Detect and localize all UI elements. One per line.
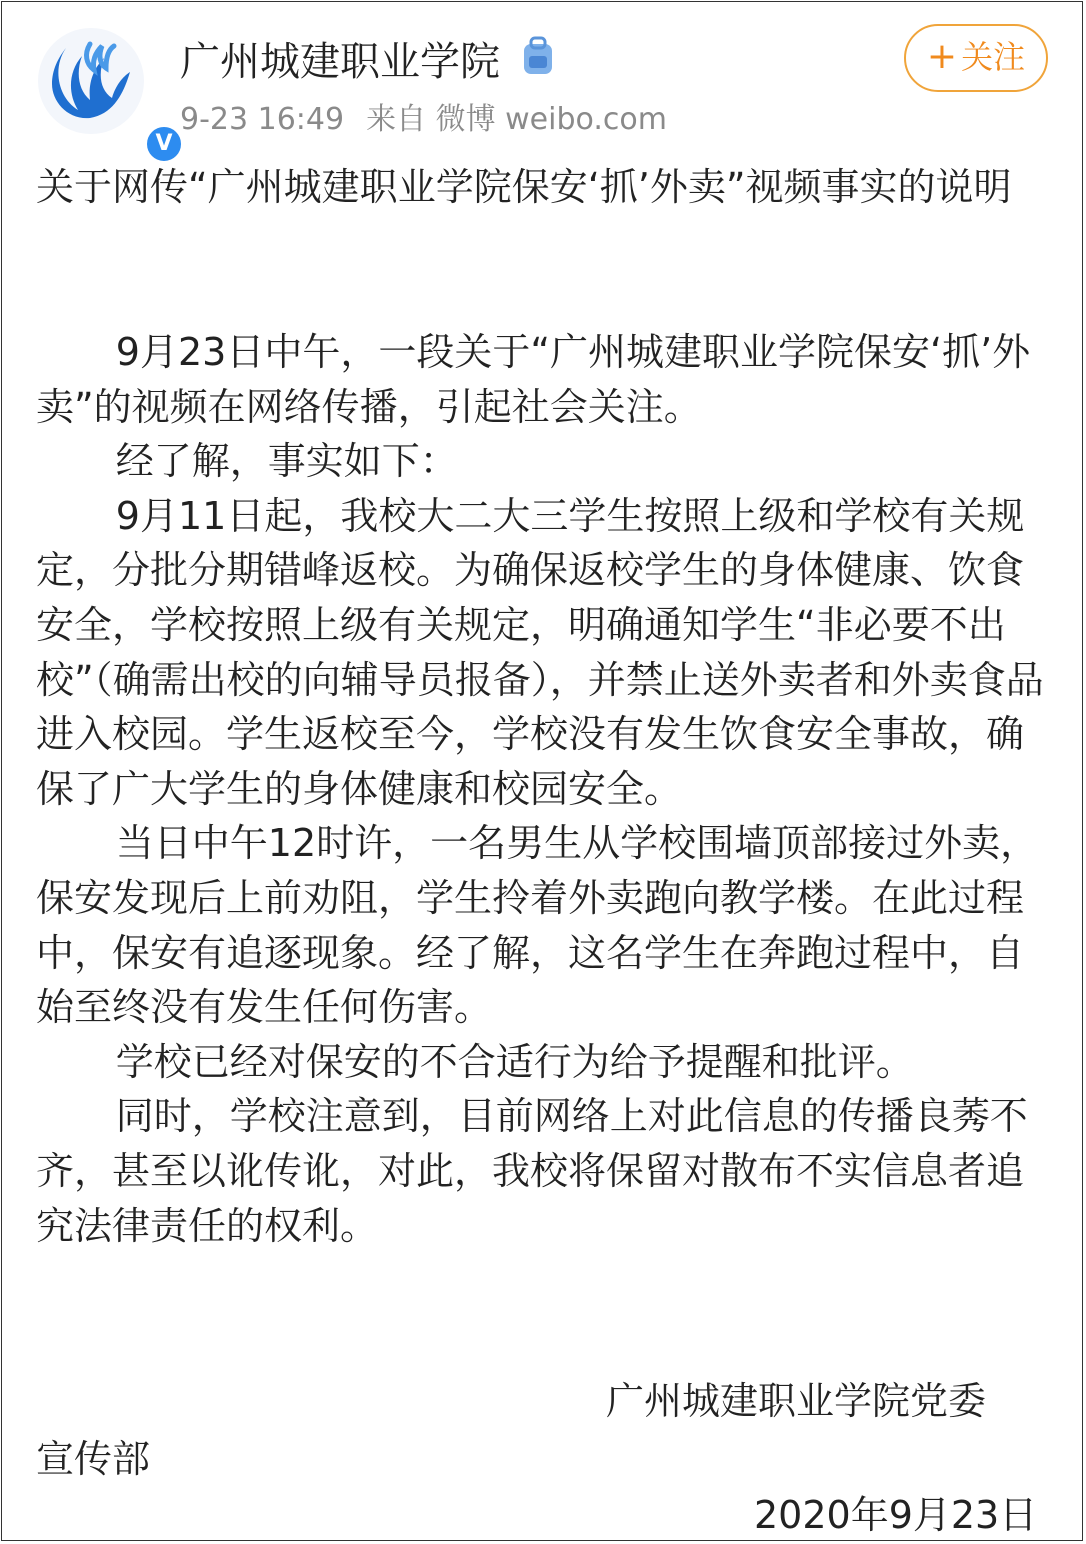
article-date: 2020年9月23日	[754, 1493, 1038, 1537]
avatar-logo	[38, 28, 144, 134]
follow-label: 关注	[961, 38, 1026, 76]
article-title: 关于网传“广州城建职业学院保安‘抓’外卖”视频事实的说明	[36, 165, 1012, 209]
post-source[interactable]: 来自 微博 weibo.com	[366, 102, 667, 137]
verified-icon: V	[144, 124, 184, 164]
follow-button[interactable]	[904, 24, 1048, 92]
article-paragraph: 当日中午12时许，一名男生从学校围墙顶部接过外卖，保安发现后上前劝阻，学生拎着外卖跑向教学楼。在此过程中，保安有追逐现象。经了解，这名学生在奔跑过程中，自始至终没有发生任何伤害。	[36, 821, 1039, 1030]
plus-icon: +	[926, 36, 958, 77]
account-avatar[interactable]	[38, 28, 173, 156]
account-name[interactable]: 广州城建职业学院	[180, 39, 500, 85]
article-body	[36, 325, 1048, 1253]
signature-line-2: 宣传部	[36, 1437, 151, 1481]
post-meta	[180, 94, 689, 138]
article-paragraph: 9月23日中午，一段关于“广州城建职业学院保安‘抓’外卖”的视频在网络传播，引起社会关注。	[36, 330, 1031, 429]
article-paragraph: 同时，学校注意到，目前网络上对此信息的传播良莠不齐，甚至以讹传讹，对此，我校将保留对散布不实信息者追究法律责任的权利。	[36, 1094, 1028, 1248]
signature-line-1: 广州城建职业学院党委	[606, 1379, 987, 1423]
vip-backpack-icon	[520, 36, 556, 76]
article-paragraph: 9月11日起，我校大二大三学生按照上级和学校有关规定，分批分期错峰返校。为确保返校学生的身体健康、饮食安全，学校按照上级有关规定，明确通知学生“非必要不出校”（确需出校的向辅导员报备），并禁止送外卖者和外卖食品进入校园。学生返校至今，学校没有发生饮食安全事故，确保了广大学生的身体健康和校园安全。	[36, 493, 1044, 811]
article-paragraph: 学校已经对保安的不合适行为给予提醒和批评。	[115, 1039, 914, 1084]
article-paragraph: 经了解，事实如下：	[115, 439, 458, 484]
post-timestamp: 9-23 16:49	[180, 102, 345, 137]
